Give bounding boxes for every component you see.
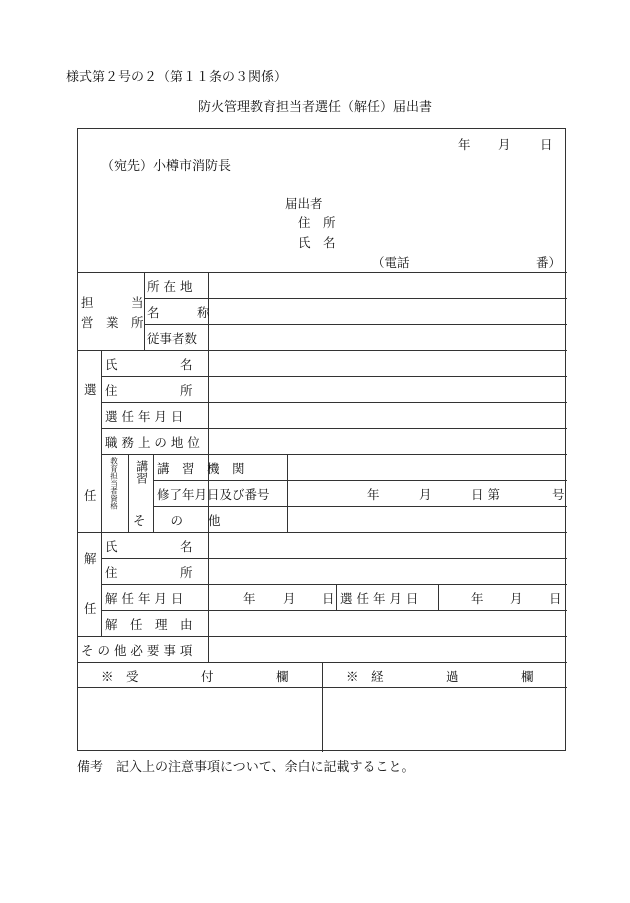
appointment-date-label-2: 選 任 年 月 日 (340, 591, 419, 606)
divider (438, 584, 439, 610)
remarks-note: 備考 記入上の注意事項について、余白に記載すること。 (77, 760, 415, 775)
course-institution-label: 講 習 機 関 (157, 461, 245, 476)
appointment-date-label: 選 任 年 月 日 (105, 409, 184, 424)
receipt-column-label: ※ 受 付 欄 (101, 669, 289, 684)
office-label-line1: 担 当 (81, 295, 144, 310)
phone-close-label: 番） (536, 255, 562, 270)
notifier-address-label: 住 所 (298, 215, 336, 230)
notifier-label: 届出者 (285, 196, 323, 211)
dismissal-year-label: 年 (243, 591, 256, 606)
dismissal-day-label: 日 (322, 591, 335, 606)
dismissal-date-label: 解 任 年 月 日 (105, 591, 184, 606)
dismissed-address-label: 住 所 (105, 565, 193, 580)
divider (101, 376, 567, 377)
office-employees-label: 従事者数 (147, 331, 198, 346)
appointee-address-label: 住 所 (105, 383, 193, 398)
divider (101, 584, 567, 585)
divider (128, 454, 129, 532)
dismissed-name-label: 氏 名 (105, 539, 193, 554)
date-day-label: 日 (540, 137, 553, 152)
office-name-label: 名 称 (147, 305, 210, 320)
divider (287, 454, 288, 532)
appointment-year-label-2: 年 (471, 591, 484, 606)
divider (78, 636, 567, 637)
divider (78, 272, 567, 273)
divider (101, 350, 102, 636)
other-qualification-label: そ の 他 (133, 513, 221, 528)
completion-label: 修了年月日及び番号 (157, 487, 270, 502)
date-month-label: 月 (498, 137, 511, 152)
completion-month-label: 月 (419, 487, 432, 502)
office-location-label: 所 在 地 (147, 279, 193, 294)
qualification-label: 教育担当者資格 (109, 457, 119, 510)
office-label-line2: 営 業 所 (81, 315, 144, 330)
divider (101, 454, 567, 455)
phone-open-label: （電話 (372, 255, 410, 270)
notifier-name-label: 氏 名 (298, 235, 336, 250)
divider (78, 532, 567, 533)
divider (101, 428, 567, 429)
form-number: 様式第２号の２（第１１条の３関係） (66, 70, 288, 85)
appointment-label-bottom: 任 (84, 488, 97, 503)
addressee: （宛先）小樽市消防長 (101, 159, 232, 174)
divider (101, 558, 567, 559)
appointment-month-label-2: 月 (510, 591, 523, 606)
completion-day-no-label: 日 第 (471, 487, 500, 502)
divider (78, 350, 567, 351)
course-label: 講習 (134, 460, 149, 484)
date-year-label: 年 (458, 137, 471, 152)
appointee-name-label: 氏 名 (105, 357, 193, 372)
divider (322, 662, 323, 752)
form-table (77, 128, 566, 751)
dismissal-reason-label: 解 任 理 由 (105, 617, 193, 632)
divider (101, 402, 567, 403)
appointment-day-label-2: 日 (549, 591, 562, 606)
divider (101, 610, 567, 611)
divider (153, 480, 567, 481)
divider (336, 584, 337, 610)
appointment-label-top: 選 (84, 382, 97, 397)
progress-column-label: ※ 経 過 欄 (346, 669, 534, 684)
completion-year-label: 年 (367, 487, 380, 502)
divider (153, 506, 567, 507)
dismissal-month-label: 月 (283, 591, 296, 606)
position-label: 職 務 上 の 地 位 (105, 435, 200, 450)
dismissal-label-bottom: 任 (84, 601, 97, 616)
dismissal-label-top: 解 (84, 551, 97, 566)
document-title: 防火管理教育担当者選任（解任）届出書 (197, 100, 432, 115)
other-required-label: そ の 他 必 要 事 項 (81, 643, 193, 658)
completion-number-label: 号 (552, 487, 565, 502)
divider (144, 272, 145, 350)
